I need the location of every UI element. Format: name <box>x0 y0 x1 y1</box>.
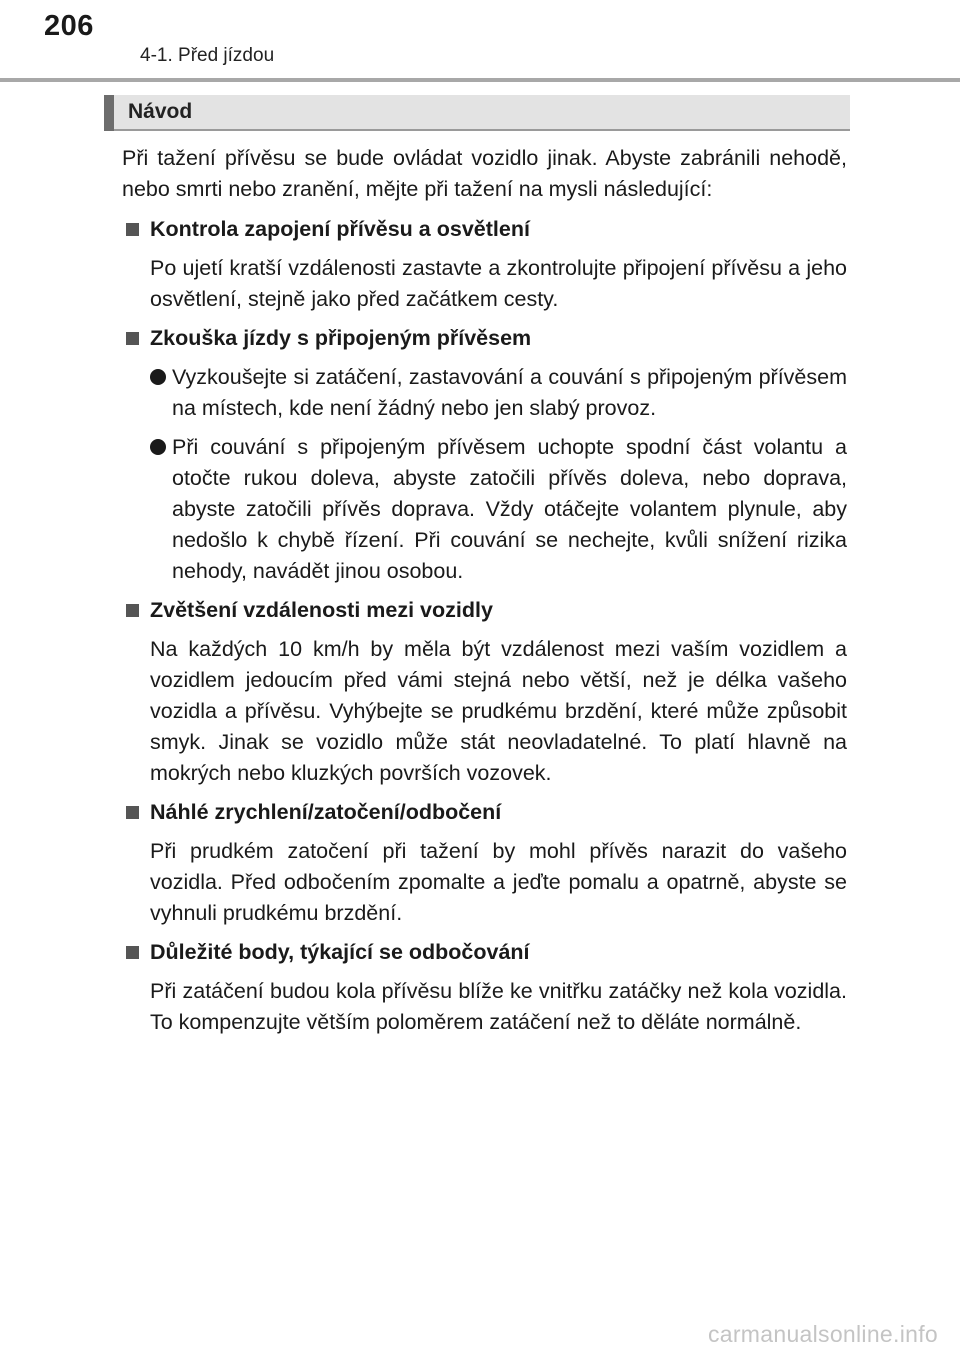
list-item <box>122 432 847 587</box>
chapter-title: 4-1. Před jízdou <box>140 45 275 66</box>
topic-heading-text: Náhlé zrychlení/zatočení/odbočení <box>150 800 502 824</box>
square-bullet-icon <box>126 223 139 236</box>
square-bullet-icon <box>126 946 139 959</box>
section-accent-bar <box>104 95 114 131</box>
topic-heading-text: Zvětšení vzdálenosti mezi vozidly <box>150 598 493 622</box>
topic-turning <box>122 937 847 1038</box>
list-item-text: Při couvání s připojeným přívěsem uchopte spodní část volantu a otočte rukou doleva, abyste zatočili přívěs doleva, nebo doprava, abyste zatočili přívěs doprava. Vždy otáčejte volantem plynule, aby nedošlo k chybě řízení. Při couvání se nechejte, kvůli snížení rizika nehody, navádět jinou osobou. <box>172 435 847 583</box>
header-divider <box>0 78 960 82</box>
topic-sudden-maneuvers <box>122 797 847 929</box>
round-bullet-icon <box>150 439 166 455</box>
topic-heading-text: Kontrola zapojení přívěsu a osvětlení <box>150 217 530 241</box>
topic-text: Na každých 10 km/h by měla být vzdálenost mezi vaším vozidlem a vozidlem jedoucím před vámi stejná nebo větší, než je délka vašeho vozidla a přívěsu. Vyhýbejte se prudkému brzdění, které může způsobit smyk. Jinak se vozidlo může stát neovladatelné. To platí hlavně na mokrých nebo kluzkých površích vozovek. <box>150 637 847 785</box>
round-bullet-icon <box>150 369 166 385</box>
square-bullet-icon <box>126 332 139 345</box>
topic-heading-text: Důležité body, týkající se odbočování <box>150 940 530 964</box>
content-body <box>122 143 847 1046</box>
topic-text: Po ujetí kratší vzdálenosti zastavte a zkontrolujte připojení přívěsu a jeho osvětlení, stejně jako před začátkem cesty. <box>150 256 847 311</box>
topic-test-drive <box>122 323 847 587</box>
topic-heading <box>122 323 847 354</box>
list-item <box>122 362 847 424</box>
topic-following-distance <box>122 595 847 789</box>
topic-trailer-connection <box>122 214 847 315</box>
square-bullet-icon <box>126 604 139 617</box>
list-item-text: Vyzkoušejte si zatáčení, zastavování a couvání s připojeným přívěsem na místech, kde není žádný nebo jen slabý provoz. <box>172 365 847 420</box>
section-title: Návod <box>128 100 193 123</box>
intro-paragraph: Při tažení přívěsu se bude ovládat vozidlo jinak. Abyste zabránili nehodě, nebo smrti nebo zranění, mějte při tažení na mysli následující: <box>122 146 847 201</box>
topic-heading <box>122 797 847 828</box>
topic-heading <box>122 214 847 245</box>
topic-text: Při prudkém zatočení při tažení by mohl přívěs narazit do vašeho vozidla. Před odbočením zpomalte a jeďte pomalu a opatrně, abyste se vyhnuli prudkému brzdění. <box>150 839 847 925</box>
section-header <box>104 95 850 131</box>
page-number: 206 <box>44 10 94 42</box>
square-bullet-icon <box>126 806 139 819</box>
topic-heading <box>122 595 847 626</box>
topic-heading-text: Zkouška jízdy s připojeným přívěsem <box>150 326 532 350</box>
watermark: carmanualsonline.info <box>707 1321 938 1347</box>
topic-text: Při zatáčení budou kola přívěsu blíže ke vnitřku zatáčky než kola vozidla. To kompenzujte větším poloměrem zatáčení než to děláte normálně. <box>150 979 847 1034</box>
topic-heading <box>122 937 847 968</box>
